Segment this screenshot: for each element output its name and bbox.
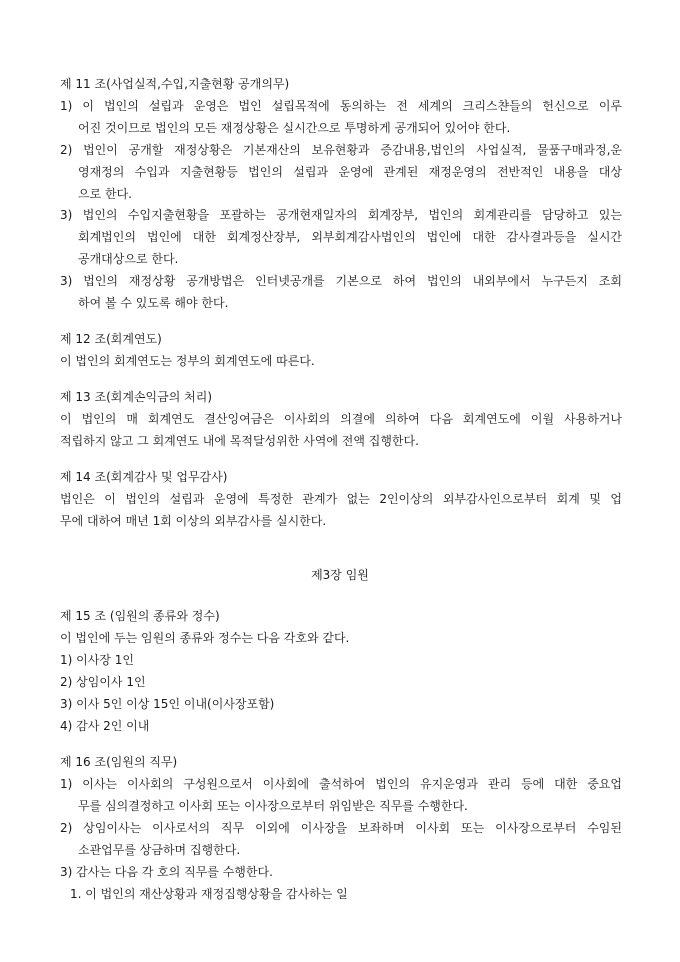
- article-12-body: 이 법인의 회계연도는 정부의 회계연도에 따른다.: [60, 354, 315, 368]
- article-11-item-2-line-2: 영재정의 수입과 지출현황등 법인의 설립과 운영에 관계된 재정운영의 전반적인 내용을 대상: [78, 165, 622, 179]
- article-11-title: 제 11 조(사업실적,수입,지출현황 공개의무): [60, 77, 290, 91]
- article-16-item-2-line-1: 2) 상임이사는 이사로서의 직무 이외에 이사장을 보좌하며 이사회 또는 이사장으로부터 수임된: [60, 821, 622, 835]
- article-16-item-3: 3) 감사는 다음 각 호의 직무를 수행한다.: [60, 865, 273, 879]
- article-16-item-2-line-2: 소관업무를 상금하며 집행한다.: [78, 843, 241, 857]
- article-11-item-3-line-2: 회계법인의 법인에 대한 회계정산장부, 외부회계감사법인의 법인에 대한 감사결과등을 실시간: [78, 230, 622, 244]
- article-14-body-line-1: 법인은 이 법인의 설립과 운영에 특정한 관계가 없는 2인이상의 외부감사인으로부터 회계 및 업: [60, 492, 622, 506]
- article-13-body-line-1: 이 법인의 매 회계연도 결산잉여금은 이사회의 의결에 의하여 다음 회계연도에 이월 사용하거나: [60, 412, 622, 426]
- article-16-item-1-line-2: 무를 심의결정하고 이사회 또는 이사장으로부터 위임받은 직무를 수행한다.: [78, 799, 468, 813]
- article-15-item-1: 1) 이사장 1인: [60, 653, 134, 667]
- chapter-3-heading: 제3장 임원: [311, 568, 369, 582]
- article-15-intro: 이 법인에 두는 임원의 종류와 정수는 다음 각호와 같다.: [60, 631, 350, 645]
- article-13-body-line-2: 적립하지 않고 그 회계연도 내에 목적달성위한 사역에 전액 집행한다.: [60, 434, 419, 448]
- article-15-title: 제 15 조 (임원의 종류와 정수): [60, 609, 220, 623]
- article-12-title: 제 12 조(회계연도): [60, 332, 162, 346]
- article-15-item-4: 4) 감사 2인 이내: [60, 719, 150, 733]
- article-11-item-1-line-1: 1) 이 법인의 설립과 운영은 법인 설립목적에 동의하는 전 세계의 크리스챤들의 헌신으로 이루: [60, 99, 622, 113]
- article-11-item-3-line-1: 3) 법인의 수입지출현황을 포괄하는 공개현재일자의 회계장부, 법인의 회계관리를 담당하고 있는: [60, 208, 622, 222]
- article-16-item-1-line-1: 1) 이사는 이사회의 구성원으로서 이사회에 출석하여 법인의 유지운영과 관리 등에 대한 중요업: [60, 777, 622, 791]
- article-15-item-2: 2) 상임이사 1인: [60, 675, 146, 689]
- article-11-item-1-line-2: 어진 것이므로 법인의 모든 재정상황은 실시간으로 투명하게 공개되어 있어야 한다.: [78, 121, 511, 135]
- article-14-body-line-2: 무에 대하여 매년 1회 이상의 외부감사를 실시한다.: [60, 514, 327, 528]
- article-11-item-2-line-3: 으로 한다.: [78, 187, 132, 201]
- article-16-title: 제 16 조(임원의 직무): [60, 755, 178, 769]
- article-14-title: 제 14 조(회계감사 및 업무감사): [60, 470, 228, 484]
- article-16-item-3-subitem-1: 1. 이 법인의 재산상황과 재정집행상황을 감사하는 일: [70, 887, 348, 901]
- article-11-item-2-line-1: 2) 법인이 공개할 재정상황은 기본재산의 보유현황과 증감내용,법인의 사업실적, 물품구매과정,운: [60, 143, 622, 157]
- article-11-item-4-line-1: 3) 법인의 재정상황 공개방법은 인터넷공개를 기본으로 하여 법인의 내외부에서 누구든지 조회: [60, 274, 622, 288]
- article-11-item-3-line-3: 공개대상으로 한다.: [78, 252, 179, 266]
- article-11-item-4-line-2: 하여 볼 수 있도록 해야 한다.: [78, 296, 229, 310]
- article-13-title: 제 13 조(회계손익금의 처리): [60, 390, 212, 404]
- article-15-item-3: 3) 이사 5인 이상 15인 이내(이사장포함): [60, 697, 275, 711]
